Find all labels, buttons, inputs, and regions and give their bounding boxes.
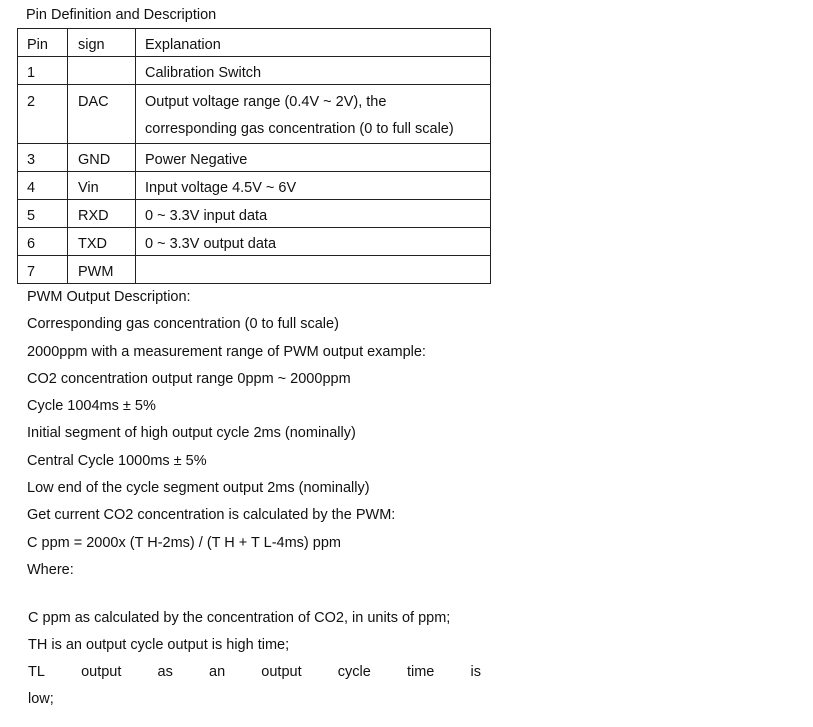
note-word: TL: [28, 664, 45, 680]
note-word: is: [470, 664, 481, 680]
page-title: Pin Definition and Description: [26, 7, 217, 23]
pwm-line: PWM Output Description:: [27, 289, 191, 305]
pin-sign: PWM: [68, 256, 136, 284]
header-sign: sign: [68, 29, 136, 57]
pwm-line: Initial segment of high output cycle 2ms (nominally): [27, 425, 356, 442]
note-word: cycle: [337, 664, 371, 680]
pwm-line: CO2 concentration output range 0ppm ~ 2000ppm: [27, 370, 351, 387]
note-word: output: [261, 664, 302, 680]
pin-number: 3: [18, 144, 68, 172]
header-pin: Pin: [18, 29, 68, 57]
note-word: time: [406, 664, 435, 680]
pin-explanation: Input voltage 4.5V ~ 6V: [136, 172, 491, 200]
pin-number: 5: [18, 200, 68, 228]
note-word: an: [209, 664, 226, 680]
pwm-line: Low end of the cycle segment output 2ms (nominally): [27, 480, 370, 497]
table-header-row: [18, 29, 491, 57]
pwm-line: Central Cycle 1000ms ± 5%: [27, 452, 207, 469]
pwm-line: Corresponding gas concentration (0 to full scale): [27, 316, 339, 333]
pin-sign: Vin: [68, 172, 136, 200]
pwm-line: Where:: [27, 561, 74, 578]
pin-explanation: Power Negative: [136, 144, 491, 172]
table-row: [18, 256, 491, 284]
pwm-line: Cycle 1004ms ± 5%: [27, 398, 156, 415]
pin-sign: RXD: [68, 200, 136, 228]
pin-number: 6: [18, 228, 68, 256]
note-word: output: [81, 664, 122, 680]
note-line: TH is an output cycle output is high time;: [28, 637, 290, 653]
table-row: [18, 228, 491, 256]
pin-sign: TXD: [68, 228, 136, 256]
table-row: [18, 172, 491, 200]
pin-explanation: 0 ~ 3.3V input data: [136, 200, 491, 228]
table-row: [18, 57, 491, 85]
pwm-description: [27, 287, 426, 587]
pin-explanation: [136, 256, 491, 284]
note-line: C ppm as calculated by the concentration of CO2, in units of ppm;: [28, 610, 451, 626]
header-explanation: Explanation: [136, 29, 491, 57]
pin-sign: DAC: [68, 85, 136, 144]
table-row: [18, 85, 491, 144]
table-row: [18, 200, 491, 228]
pin-number: 7: [18, 256, 68, 284]
pwm-formula: C ppm = 2000x (T H-2ms) / (T H + T L-4ms) ppm: [27, 534, 341, 551]
pin-explanation: Calibration Switch: [136, 57, 491, 85]
pin-explanation: Output voltage range (0.4V ~ 2V), the corresponding gas concentration (0 to full scale): [136, 85, 491, 144]
note-line: low;: [28, 691, 54, 707]
pin-sign: GND: [68, 144, 136, 172]
table-row: [18, 144, 491, 172]
pin-number: 1: [18, 57, 68, 85]
notes-section: [28, 608, 481, 716]
pin-explanation: 0 ~ 3.3V output data: [136, 228, 491, 256]
pwm-line: 2000ppm with a measurement range of PWM output example:: [27, 343, 426, 360]
note-line-justified: [28, 662, 481, 689]
note-word: as: [157, 664, 173, 680]
pin-sign: [68, 57, 136, 85]
pin-number: 2: [18, 85, 68, 144]
pwm-line: Get current CO2 concentration is calculated by the PWM:: [27, 507, 396, 524]
pin-table: [17, 28, 491, 284]
pin-number: 4: [18, 172, 68, 200]
